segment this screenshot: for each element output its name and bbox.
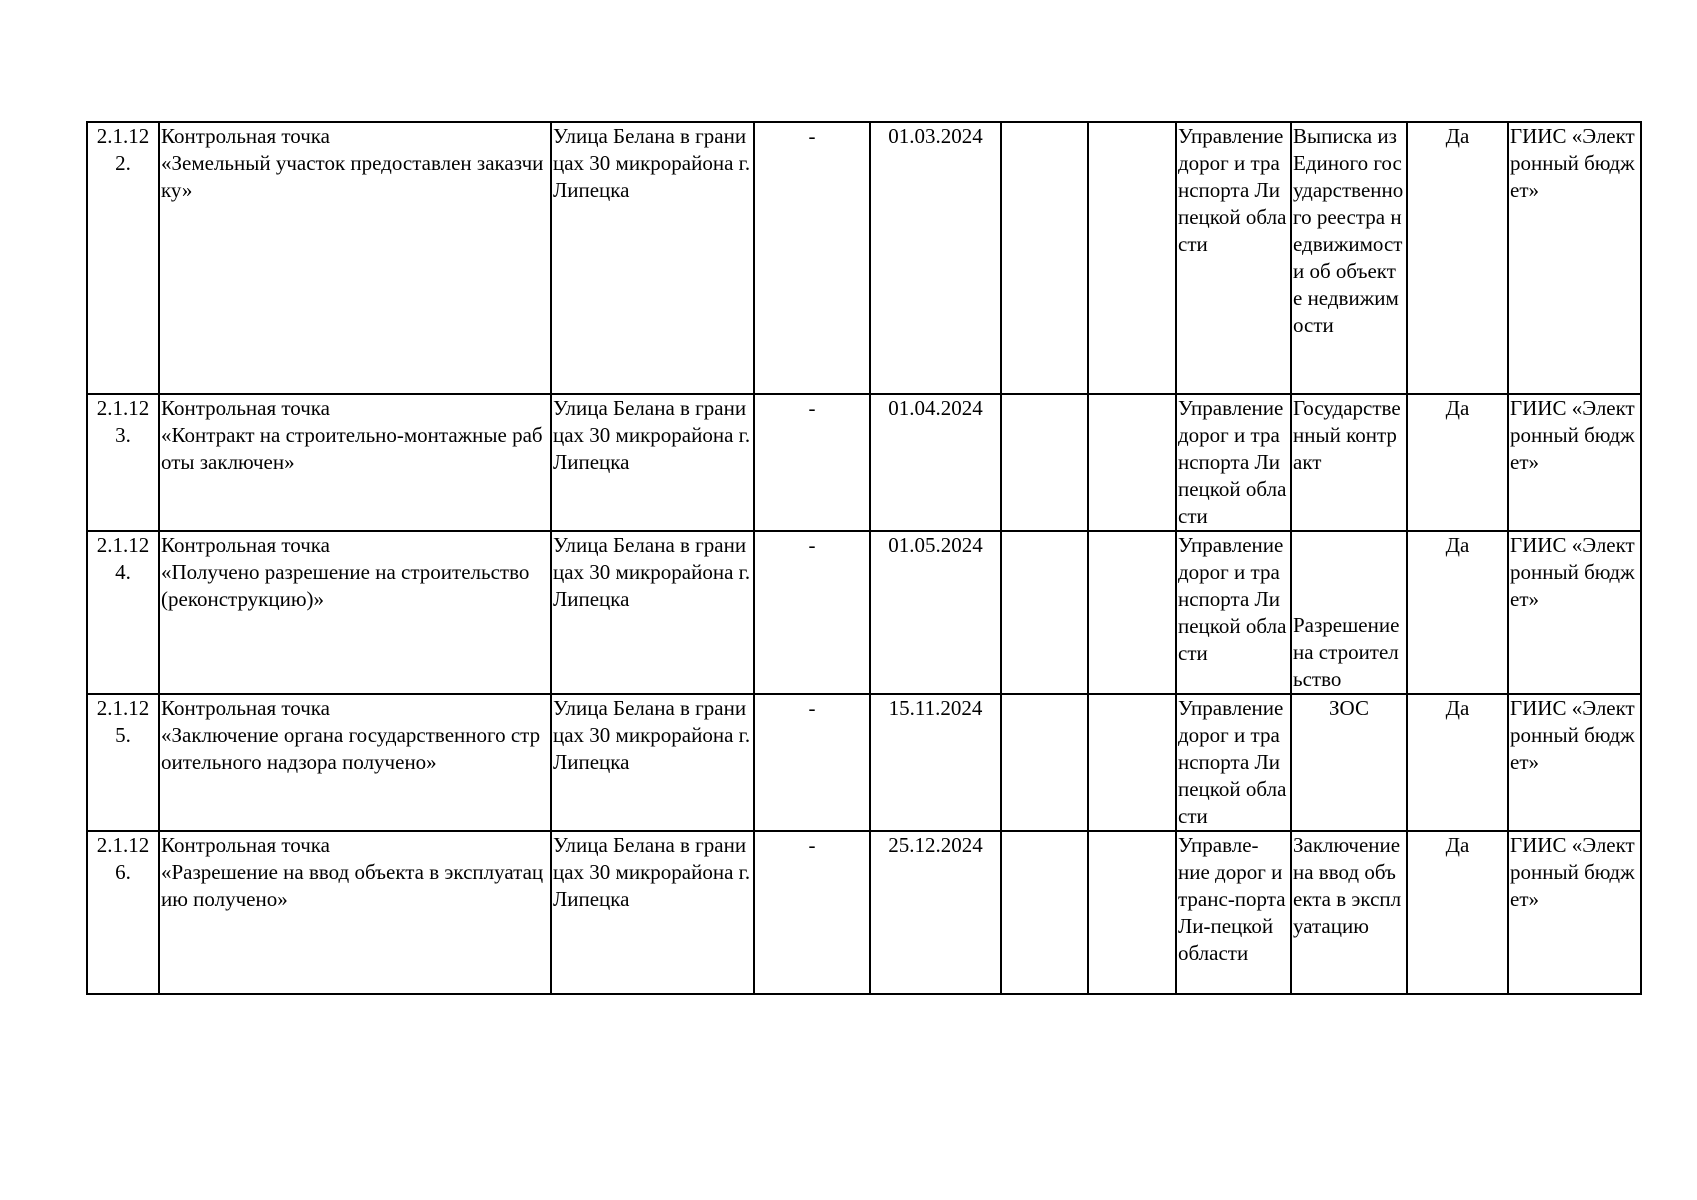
location-text: Улица Белана в границах 30 микрорайона г. Липецка — [553, 696, 751, 774]
empty-cell — [1088, 831, 1176, 994]
location-cell — [551, 122, 754, 394]
table-row — [87, 831, 1641, 994]
system-text: ГИИС «Электронный бюджет» — [1510, 124, 1635, 202]
row-number-cell — [87, 122, 159, 394]
start-cell — [754, 831, 870, 994]
location-text: Улица Белана в границах 30 микрорайона г. Липецка — [553, 533, 751, 611]
due-date: 25.12.2024 — [888, 833, 983, 857]
document-text: Заключение на ввод объекта в эксплуатацию — [1293, 833, 1402, 938]
control-points-table — [86, 121, 1642, 995]
flag-cell — [1407, 831, 1508, 994]
document-text: Государственный контракт — [1293, 396, 1401, 474]
empty-cell — [1001, 831, 1088, 994]
row-number-cell — [87, 831, 159, 994]
responsible-cell — [1176, 694, 1291, 831]
row-number-cell — [87, 694, 159, 831]
empty-cell — [1088, 394, 1176, 531]
table-row — [87, 694, 1641, 831]
control-point-name: Контрольная точка «Заключение органа государственного строительного надзора получено» — [161, 696, 541, 774]
location-cell — [551, 531, 754, 694]
document-text: Разрешение на строительство — [1293, 613, 1400, 691]
system-cell — [1508, 122, 1641, 394]
location-text: Улица Белана в границах 30 микрорайона г. Липецка — [553, 833, 751, 911]
start-value: - — [808, 533, 816, 557]
due-date: 01.03.2024 — [888, 124, 983, 148]
responsible-cell — [1176, 831, 1291, 994]
empty-cell — [1001, 394, 1088, 531]
start-value: - — [808, 124, 816, 148]
system-text: ГИИС «Электронный бюджет» — [1510, 396, 1635, 474]
empty-cell — [1088, 122, 1176, 394]
row-number: 2.1.12 5. — [96, 696, 150, 747]
row-number: 2.1.12 3. — [96, 396, 150, 447]
location-cell — [551, 694, 754, 831]
row-number: 2.1.12 4. — [96, 533, 150, 584]
flag-value: Да — [1445, 533, 1470, 557]
flag-cell — [1407, 531, 1508, 694]
name-cell — [159, 394, 551, 531]
system-text: ГИИС «Электронный бюджет» — [1510, 833, 1635, 911]
responsible-text: Управление дорог и транспорта Липецкой области — [1178, 533, 1287, 665]
start-cell — [754, 531, 870, 694]
system-text: ГИИС «Электронный бюджет» — [1510, 533, 1635, 611]
control-point-name: Контрольная точка «Земельный участок предоставлен заказчику» — [161, 124, 544, 202]
name-cell — [159, 122, 551, 394]
document-cell — [1291, 394, 1407, 531]
document-cell — [1291, 694, 1407, 831]
system-cell — [1508, 394, 1641, 531]
start-value: - — [808, 396, 816, 420]
flag-value: Да — [1445, 696, 1470, 720]
location-text: Улица Белана в границах 30 микрорайона г. Липецка — [553, 396, 751, 474]
system-text: ГИИС «Электронный бюджет» — [1510, 696, 1635, 774]
table-row — [87, 531, 1641, 694]
flag-value: Да — [1445, 396, 1470, 420]
empty-cell — [1088, 531, 1176, 694]
location-text: Улица Белана в границах 30 микрорайона г. Липецка — [553, 124, 751, 202]
name-cell — [159, 694, 551, 831]
row-number-cell — [87, 531, 159, 694]
responsible-text: Управле-ние дорог и транс-порта Ли-пецкой области — [1178, 833, 1286, 965]
control-point-name: Контрольная точка «Контракт на строительно-монтажные работы заключен» — [161, 396, 543, 474]
responsible-text: Управление дорог и транспорта Липецкой области — [1178, 124, 1287, 256]
name-cell — [159, 831, 551, 994]
date-cell — [870, 831, 1001, 994]
location-cell — [551, 394, 754, 531]
responsible-cell — [1176, 122, 1291, 394]
empty-cell — [1001, 122, 1088, 394]
name-cell — [159, 531, 551, 694]
control-point-name: Контрольная точка «Разрешение на ввод объекта в эксплуатацию получено» — [161, 833, 544, 911]
empty-cell — [1001, 531, 1088, 694]
document-text: ЗОС — [1329, 696, 1369, 720]
start-cell — [754, 122, 870, 394]
row-number: 2.1.12 6. — [96, 833, 150, 884]
document-cell — [1291, 122, 1407, 394]
due-date: 01.04.2024 — [888, 396, 983, 420]
system-cell — [1508, 831, 1641, 994]
document-cell — [1291, 831, 1407, 994]
table-row — [87, 122, 1641, 394]
flag-cell — [1407, 122, 1508, 394]
date-cell — [870, 694, 1001, 831]
start-cell — [754, 694, 870, 831]
due-date: 15.11.2024 — [888, 696, 983, 720]
responsible-text: Управление дорог и транспорта Липецкой области — [1178, 396, 1287, 528]
flag-cell — [1407, 694, 1508, 831]
flag-value: Да — [1445, 833, 1470, 857]
date-cell — [870, 394, 1001, 531]
start-value: - — [808, 696, 816, 720]
start-cell — [754, 394, 870, 531]
table-row — [87, 394, 1641, 531]
date-cell — [870, 531, 1001, 694]
system-cell — [1508, 531, 1641, 694]
control-point-name: Контрольная точка «Получено разрешение на строительство (реконструкцию)» — [161, 533, 530, 611]
responsible-text: Управление дорог и транспорта Липецкой области — [1178, 696, 1287, 828]
flag-value: Да — [1445, 124, 1470, 148]
document-text: Выписка из Единого государственного реестра недвижимости об объекте недвижимости — [1293, 124, 1404, 337]
system-cell — [1508, 694, 1641, 831]
row-number: 2.1.12 2. — [96, 124, 150, 175]
date-cell — [870, 122, 1001, 394]
responsible-cell — [1176, 531, 1291, 694]
start-value: - — [808, 833, 816, 857]
document-cell — [1291, 531, 1407, 694]
location-cell — [551, 831, 754, 994]
empty-cell — [1088, 694, 1176, 831]
row-number-cell — [87, 394, 159, 531]
responsible-cell — [1176, 394, 1291, 531]
flag-cell — [1407, 394, 1508, 531]
empty-cell — [1001, 694, 1088, 831]
due-date: 01.05.2024 — [888, 533, 983, 557]
